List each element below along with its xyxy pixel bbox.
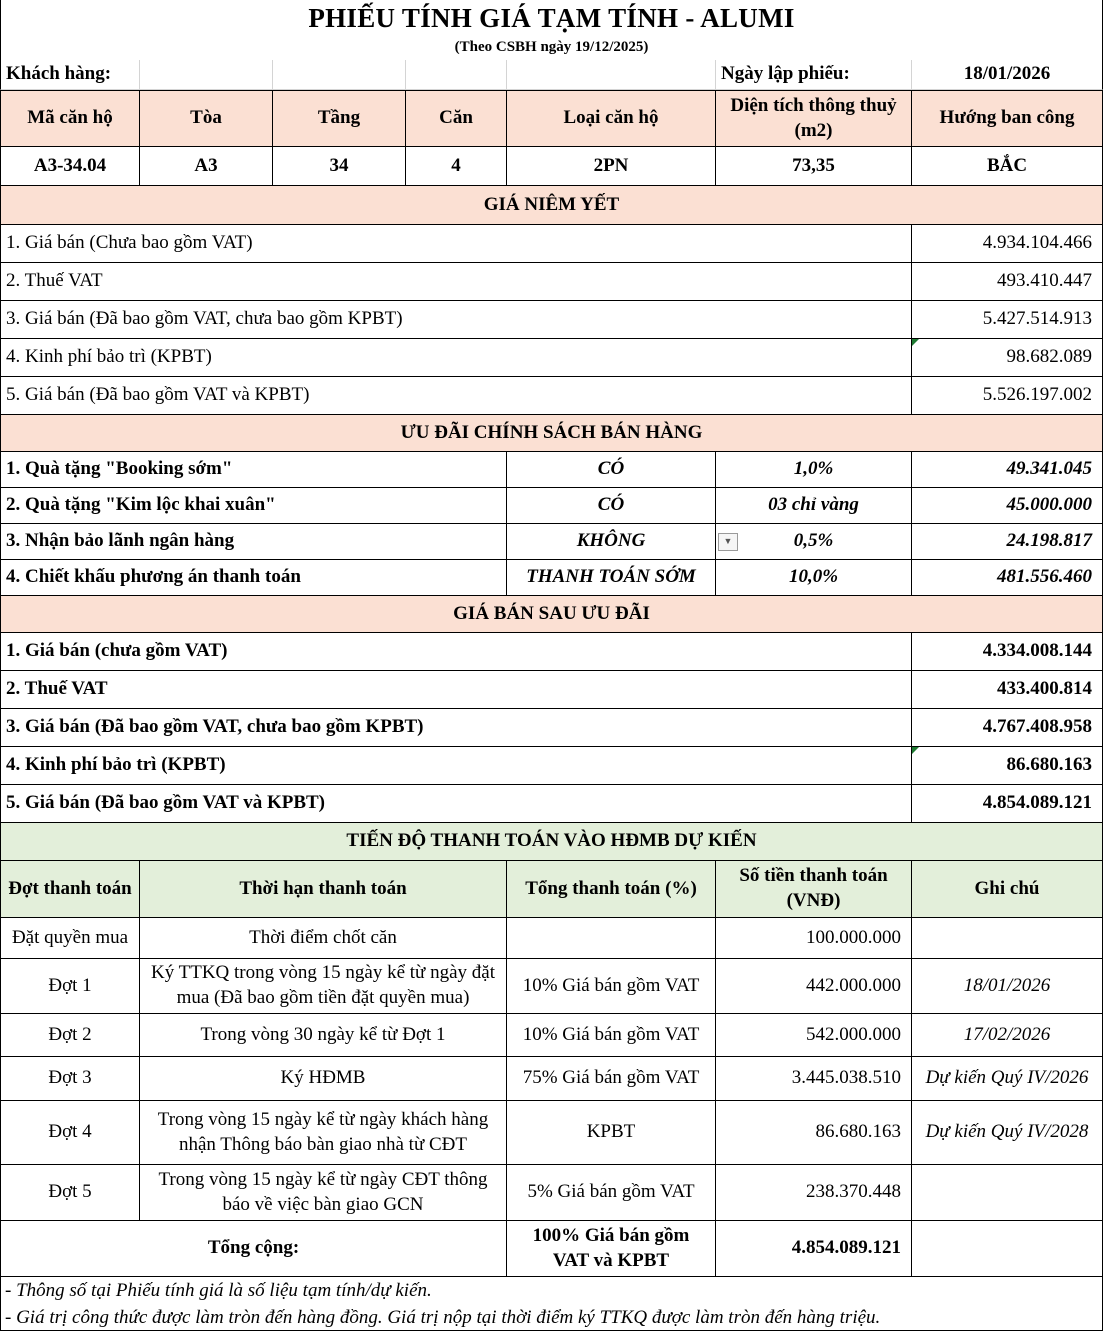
unit-floor: 34: [273, 147, 406, 186]
schedule-term: Thời điểm chốt căn: [140, 918, 507, 959]
after-price-label: 5. Giá bán (Đã bao gồm VAT và KPBT): [0, 785, 912, 823]
incentive-rate: 1,0%: [716, 452, 912, 488]
after-price-value: 433.400.814: [912, 671, 1103, 709]
listed-price-label: 3. Giá bán (Đã bao gồm VAT, chưa bao gồm KPBT): [0, 301, 912, 339]
schedule-header-percent: Tổng thanh toán (%): [507, 861, 716, 918]
incentive-rate: 0,5%: [793, 530, 834, 552]
table-row: [0, 959, 1103, 1014]
title-block: [0, 0, 1103, 60]
schedule-percent: 5% Giá bán gồm VAT: [507, 1165, 716, 1221]
listed-price-label: 4. Kinh phí bảo trì (KPBT): [0, 339, 912, 377]
incentive-option[interactable]: CÓ: [507, 452, 716, 488]
customer-row: [0, 60, 1103, 90]
after-price-value-text: 86.680.163: [1006, 754, 1092, 776]
table-row: [0, 1165, 1103, 1221]
schedule-amount: 100.000.000: [716, 918, 912, 959]
list-item: [0, 785, 1103, 823]
schedule-phase: Đợt 3: [0, 1057, 140, 1101]
schedule-header-amount: Số tiền thanh toán (VNĐ): [716, 861, 912, 918]
after-price-label: 4. Kinh phí bảo trì (KPBT): [0, 747, 912, 785]
listed-price-value-text: 98.682.089: [1006, 346, 1092, 368]
schedule-term: Trong vòng 15 ngày kể từ ngày CĐT thông báo về việc bàn giao GCN: [140, 1165, 507, 1221]
date-label: Ngày lập phiếu:: [716, 60, 912, 90]
schedule-percent: KPBT: [507, 1101, 716, 1165]
schedule-header-row: [0, 861, 1103, 918]
incentive-value: 45.000.000: [912, 488, 1103, 524]
list-item: [0, 709, 1103, 747]
listed-price-value: 4.934.104.466: [912, 225, 1103, 263]
unit-area: 73,35: [716, 147, 912, 186]
schedule-amount: 542.000.000: [716, 1014, 912, 1057]
listed-price-label: 2. Thuế VAT: [0, 263, 912, 301]
list-item: [0, 263, 1103, 301]
table-row: [0, 1014, 1103, 1057]
note-line: - Thông số tại Phiếu tính giá là số liệu tạm tính/dự kiến.: [0, 1277, 1103, 1304]
note-line: - Giá trị công thức được làm tròn đến hàng đồng. Giá trị nộp tại thời điểm ký TTKQ được làm tròn đến hàng triệu.: [0, 1304, 1103, 1331]
dropdown-arrow-icon[interactable]: ▼: [718, 533, 738, 551]
schedule-phase: Đợt 5: [0, 1165, 140, 1221]
incentive-label: 4. Chiết khấu phương án thanh toán: [0, 560, 507, 596]
unit-tower: A3: [140, 147, 273, 186]
schedule-term: Trong vòng 15 ngày kể từ ngày khách hàng nhận Thông báo bàn giao nhà từ CĐT: [140, 1101, 507, 1165]
schedule-phase: Đặt quyền mua: [0, 918, 140, 959]
schedule-phase: Đợt 4: [0, 1101, 140, 1165]
unit-value-row: [0, 147, 1103, 186]
schedule-header-term: Thời hạn thanh toán: [140, 861, 507, 918]
listed-price-label: 5. Giá bán (Đã bao gồm VAT và KPBT): [0, 377, 912, 415]
page-subtitle: (Theo CSBH ngày 19/12/2025): [0, 36, 1103, 60]
schedule-amount: 238.370.448: [716, 1165, 912, 1221]
unit-header-row: [0, 90, 1103, 147]
table-row: [0, 1057, 1103, 1101]
unit-header-direction: Hướng ban công: [912, 91, 1103, 147]
list-item: [0, 560, 1103, 596]
unit-header-unit: Căn: [406, 91, 507, 147]
after-price-label: 2. Thuế VAT: [0, 671, 912, 709]
schedule-phase: Đợt 2: [0, 1014, 140, 1057]
schedule-total-label: Tổng cộng:: [0, 1221, 507, 1277]
listed-price-value: 493.410.447: [912, 263, 1103, 301]
schedule-note: Dự kiến Quý IV/2026: [912, 1057, 1103, 1101]
incentive-rate-cell: [716, 524, 912, 560]
schedule-amount: 86.680.163: [716, 1101, 912, 1165]
list-item: [0, 301, 1103, 339]
list-item: [0, 225, 1103, 263]
after-price-value: [912, 747, 1103, 785]
comment-indicator-icon: [912, 747, 919, 754]
schedule-title: TIẾN ĐỘ THANH TOÁN VÀO HĐMB DỰ KIẾN: [0, 823, 1103, 861]
schedule-note: [912, 1165, 1103, 1221]
schedule-term: Ký HĐMB: [140, 1057, 507, 1101]
incentive-value: 24.198.817: [912, 524, 1103, 560]
schedule-header-note: Ghi chú: [912, 861, 1103, 918]
comment-indicator-icon: [912, 339, 919, 346]
incentive-rate: 10,0%: [716, 560, 912, 596]
list-item: [0, 671, 1103, 709]
schedule-percent: [507, 918, 716, 959]
incentive-label: 3. Nhận bảo lãnh ngân hàng: [0, 524, 507, 560]
list-item: [0, 488, 1103, 524]
list-item: [0, 452, 1103, 488]
after-price-value: 4.334.008.144: [912, 633, 1103, 671]
list-item: [0, 339, 1103, 377]
schedule-percent: 10% Giá bán gồm VAT: [507, 1014, 716, 1057]
unit-code: A3-34.04: [0, 147, 140, 186]
schedule-percent: 10% Giá bán gồm VAT: [507, 959, 716, 1014]
after-price-value: 4.767.408.958: [912, 709, 1103, 747]
schedule-percent: 75% Giá bán gồm VAT: [507, 1057, 716, 1101]
listed-price-value: 5.427.514.913: [912, 301, 1103, 339]
listed-price-value: [912, 339, 1103, 377]
incentives-section: [0, 415, 1103, 452]
schedule-amount: 3.445.038.510: [716, 1057, 912, 1101]
incentive-option[interactable]: KHÔNG: [507, 524, 716, 560]
listed-price-label: 1. Giá bán (Chưa bao gồm VAT): [0, 225, 912, 263]
schedule-note: [912, 918, 1103, 959]
after-price-value: 4.854.089.121: [912, 785, 1103, 823]
table-row: [0, 1101, 1103, 1165]
schedule-note: 17/02/2026: [912, 1014, 1103, 1057]
incentive-option[interactable]: CÓ: [507, 488, 716, 524]
page-title: PHIẾU TÍNH GIÁ TẠM TÍNH - ALUMI: [0, 0, 1103, 36]
listed-price-value: 5.526.197.002: [912, 377, 1103, 415]
schedule-total-amount: 4.854.089.121: [716, 1221, 912, 1277]
incentive-value: 49.341.045: [912, 452, 1103, 488]
list-item: [0, 633, 1103, 671]
after-price-label: 1. Giá bán (chưa gồm VAT): [0, 633, 912, 671]
schedule-term: Ký TTKQ trong vòng 15 ngày kể từ ngày đặt mua (Đã bao gồm tiền đặt quyền mua): [140, 959, 507, 1014]
unit-type: 2PN: [507, 147, 716, 186]
schedule-term: Trong vòng 30 ngày kể từ Đợt 1: [140, 1014, 507, 1057]
incentive-option[interactable]: THANH TOÁN SỚM: [507, 560, 716, 596]
unit-header-area: Diện tích thông thuỷ (m2): [716, 91, 912, 147]
schedule-total-row: [0, 1221, 1103, 1277]
unit-direction: BẮC: [912, 147, 1103, 186]
unit-header-code: Mã căn hộ: [0, 91, 140, 147]
listed-price-title: GIÁ NIÊM YẾT: [0, 186, 1103, 225]
schedule-amount: 442.000.000: [716, 959, 912, 1014]
customer-value[interactable]: [140, 60, 273, 90]
list-item: [0, 747, 1103, 785]
incentive-label: 2. Quà tặng "Kim lộc khai xuân": [0, 488, 507, 524]
table-row: [0, 918, 1103, 959]
list-item: [0, 524, 1103, 560]
schedule-note: Dự kiến Quý IV/2028: [912, 1101, 1103, 1165]
unit-number: 4: [406, 147, 507, 186]
unit-header-tower: Tòa: [140, 91, 273, 147]
date-value: 18/01/2026: [912, 60, 1103, 90]
schedule-section: [0, 823, 1103, 861]
unit-header-floor: Tầng: [273, 91, 406, 147]
incentive-rate: 03 chỉ vàng: [716, 488, 912, 524]
after-price-section: [0, 596, 1103, 633]
unit-header-type: Loại căn hộ: [507, 91, 716, 147]
incentive-value: 481.556.460: [912, 560, 1103, 596]
incentive-label: 1. Quà tặng "Booking sớm": [0, 452, 507, 488]
listed-price-section: [0, 186, 1103, 225]
customer-label: Khách hàng:: [0, 60, 140, 90]
after-price-label: 3. Giá bán (Đã bao gồm VAT, chưa bao gồm KPBT): [0, 709, 912, 747]
list-item: [0, 377, 1103, 415]
after-price-title: GIÁ BÁN SAU ƯU ĐÃI: [0, 596, 1103, 633]
schedule-phase: Đợt 1: [0, 959, 140, 1014]
schedule-header-phase: Đợt thanh toán: [0, 861, 140, 918]
schedule-total-percent: 100% Giá bán gồm VAT và KPBT: [507, 1221, 716, 1277]
schedule-note: 18/01/2026: [912, 959, 1103, 1014]
incentives-title: ƯU ĐÃI CHÍNH SÁCH BÁN HÀNG: [0, 415, 1103, 452]
